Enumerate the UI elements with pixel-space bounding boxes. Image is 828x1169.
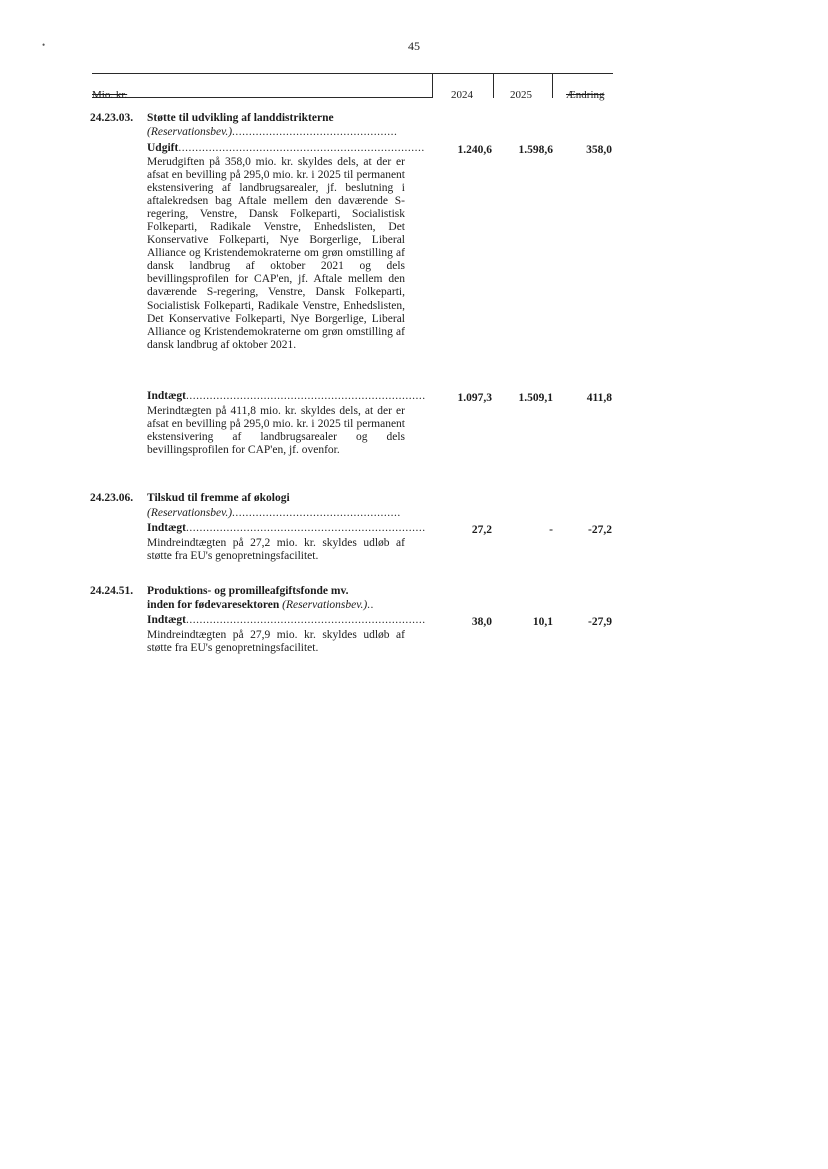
- page-number: 45: [408, 39, 420, 53]
- section-title: Tilskud til fremme af økologi: [147, 492, 290, 504]
- section-subtitle: (Reservationsbev.).................................................: [147, 126, 398, 138]
- section-title-line-2: inden for fødevaresektoren (Reservationsbev.)..: [147, 599, 374, 611]
- entry-label: Indtægt.......................................................................: [147, 522, 426, 534]
- value-2025: -: [549, 524, 553, 536]
- header-top-rule: [92, 73, 613, 74]
- section-title: Støtte til udvikling af landdistrikterne: [147, 112, 334, 124]
- header-bottom-rule-left: [92, 97, 432, 98]
- value-2025: 10,1: [532, 616, 553, 628]
- value-2024: 27,2: [471, 524, 492, 536]
- value-2024: 1.097,3: [457, 392, 492, 404]
- entry-explanation: Mindreindtægten på 27,2 mio. kr. skyldes udløb af støtte fra EU's genopretningsfacilitet.: [147, 537, 405, 563]
- value-change: -27,9: [588, 616, 612, 628]
- header-divider-2: [493, 73, 494, 98]
- value-change: 358,0: [586, 144, 612, 156]
- header-divider-1: [432, 73, 433, 98]
- section-subtitle: (Reservationsbev.): [282, 599, 368, 611]
- value-2024: 38,0: [471, 616, 492, 628]
- value-change: 411,8: [586, 392, 612, 404]
- section-subtitle: (Reservationsbev.)..................................................: [147, 507, 401, 519]
- column-2024-label: 2024: [451, 89, 473, 101]
- header-divider-3: [552, 73, 553, 98]
- entry-label: Udgift.........................................................................: [147, 142, 425, 154]
- value-2024: 1.240,6: [457, 144, 492, 156]
- entry-label: Indtægt.......................................................................: [147, 390, 426, 402]
- column-2025-label: 2025: [510, 89, 532, 101]
- section-code: 24.23.06.: [90, 492, 134, 504]
- section-title-line-1: Produktions- og promilleafgiftsfonde mv.: [147, 585, 349, 597]
- entry-explanation: Mindreindtægten på 27,9 mio. kr. skyldes udløb af støtte fra EU's genopretningsfacilitet.: [147, 629, 405, 655]
- unit-label: Mio. kr.: [92, 89, 128, 101]
- section-code: 24.23.03.: [90, 112, 134, 124]
- value-2025: 1.509,1: [518, 392, 553, 404]
- value-change: -27,2: [588, 524, 612, 536]
- value-2025: 1.598,6: [518, 144, 553, 156]
- stray-mark: •: [42, 40, 46, 50]
- entry-explanation: Merindtægten på 411,8 mio. kr. skyldes dels, at der er afsat en bevilling på 295,0 mio. kr. i 2025 til permanent ekstensivering af landbrugsarealer og dels bevillingsprofilen for CAP'en, jf. ovenfor.: [147, 405, 405, 457]
- column-change-label: Ændring: [566, 89, 605, 101]
- entry-label: Indtægt.......................................................................: [147, 614, 426, 626]
- entry-explanation: Merudgiften på 358,0 mio. kr. skyldes dels, at der er afsat en bevilling på 295,0 mio. kr. i 2025 til permanent ekstensivering af landbrugsarealer, jf. beslutning i aftalekredsen bag Aftale mellem den daværende S-regering, Venstre, Dansk Folkeparti, Socialistisk Folkeparti, Radikale Venstre, Enhedslisten, Det Konservative Folkeparti, Nye Borgerlige, Liberal Alliance og Kristendemokraterne om grøn omstilling af dansk landbrug af oktober 2021 og dels bevillingsprofilen for CAP'en, jf. Aftale mellem den daværende S-regering, Venstre, Dansk Folkeparti, Socialistisk Folkeparti, Radikale Venstre, Enhedslisten, Det Konservative Folkeparti, Nye Borgerlige, Liberal Alliance og Kristendemokraterne om grøn omstilling af dansk landbrug af oktober 2021.: [147, 156, 405, 351]
- section-code: 24.24.51.: [90, 585, 134, 597]
